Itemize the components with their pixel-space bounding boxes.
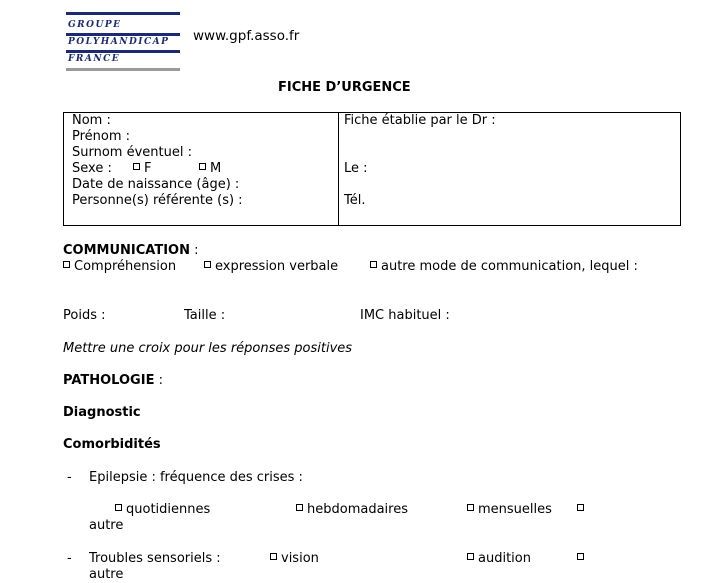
checkbox-sexe-f[interactable] (133, 161, 151, 177)
checkbox-label: F (144, 161, 152, 176)
table-divider (338, 113, 339, 225)
checkbox-troubles-autre[interactable] (577, 551, 588, 567)
logo-text-line3: FRANCE (68, 54, 121, 64)
checkbox-icon (270, 553, 277, 560)
field-fiche-etablie: Fiche établie par le Dr : (344, 113, 496, 128)
heading-colon: : (158, 373, 163, 388)
checkbox-label: M (210, 161, 222, 176)
field-personnes-referentes: Personne(s) référente (s) : (72, 193, 243, 208)
list-dash: - (67, 470, 72, 485)
field-surnom: Surnom éventuel : (72, 145, 192, 160)
checkbox-icon (467, 553, 474, 560)
checkbox-label: vision (281, 551, 319, 566)
checkbox-sexe-m[interactable] (199, 161, 221, 177)
page-title: FICHE D’URGENCE (278, 80, 411, 95)
checkbox-label: hebdomadaires (307, 502, 408, 517)
website-link[interactable]: www.gpf.asso.fr (193, 28, 300, 44)
checkbox-label: autre mode de communication, lequel : (381, 259, 638, 274)
checkbox-label: mensuelles (478, 502, 552, 517)
pathologie-heading (63, 373, 163, 389)
communication-heading (63, 243, 199, 259)
field-tel: Tél. (344, 193, 366, 208)
logo-bar (66, 68, 180, 71)
field-sexe: Sexe : (72, 161, 112, 176)
checkbox-icon (577, 553, 584, 560)
logo-bar (66, 50, 180, 53)
troubles-label: Troubles sensoriels : (89, 551, 221, 566)
epilepsie-autre-label: autre (89, 518, 124, 533)
gpf-logo (66, 12, 180, 74)
checkbox-label: audition (478, 551, 531, 566)
field-poids: Poids : (63, 308, 106, 323)
field-imc: IMC habituel : (360, 308, 450, 323)
checkbox-icon (204, 261, 211, 268)
checkbox-icon (115, 504, 122, 511)
checkbox-icon (577, 504, 584, 511)
field-prenom: Prénom : (72, 129, 131, 144)
checkbox-icon (296, 504, 303, 511)
logo-bar (66, 12, 180, 15)
checkbox-expression-verbale[interactable] (204, 259, 338, 275)
checkbox-audition[interactable] (467, 551, 531, 567)
checkbox-icon (370, 261, 377, 268)
checkbox-autre-mode[interactable] (370, 259, 638, 275)
heading-colon: : (194, 243, 199, 258)
checkbox-epilepsie-autre[interactable] (577, 502, 588, 518)
field-nom: Nom : (72, 113, 111, 128)
diagnostic-heading: Diagnostic (63, 405, 141, 420)
troubles-autre-label: autre (89, 567, 124, 582)
checkbox-quotidiennes[interactable] (115, 502, 210, 518)
checkbox-vision[interactable] (270, 551, 319, 567)
pathologie-heading-text: PATHOLOGIE (63, 373, 155, 388)
checkbox-comprehension[interactable] (63, 259, 176, 275)
logo-text-line1: GROUPE (68, 20, 122, 30)
list-dash: - (67, 551, 72, 566)
field-date-naissance: Date de naissance (âge) : (72, 177, 240, 192)
comorbidites-heading: Comorbidités (63, 437, 161, 452)
checkbox-mensuelles[interactable] (467, 502, 552, 518)
checkbox-hebdomadaires[interactable] (296, 502, 408, 518)
field-date: Le : (344, 161, 368, 176)
checkbox-label: expression verbale (215, 259, 339, 274)
field-taille: Taille : (184, 308, 226, 323)
checkbox-icon (199, 163, 206, 170)
checkbox-label: Compréhension (74, 259, 177, 274)
logo-bar (66, 33, 180, 36)
epilepsie-label: Epilepsie : fréquence des crises : (89, 470, 303, 485)
checkbox-icon (467, 504, 474, 511)
checkbox-icon (63, 261, 70, 268)
checkbox-icon (133, 163, 140, 170)
communication-heading-text: COMMUNICATION (63, 243, 190, 258)
checkbox-label: quotidiennes (126, 502, 211, 517)
logo-text-line2: POLYHANDICAP (68, 37, 170, 47)
instruction-text: Mettre une croix pour les réponses positives (63, 341, 353, 356)
